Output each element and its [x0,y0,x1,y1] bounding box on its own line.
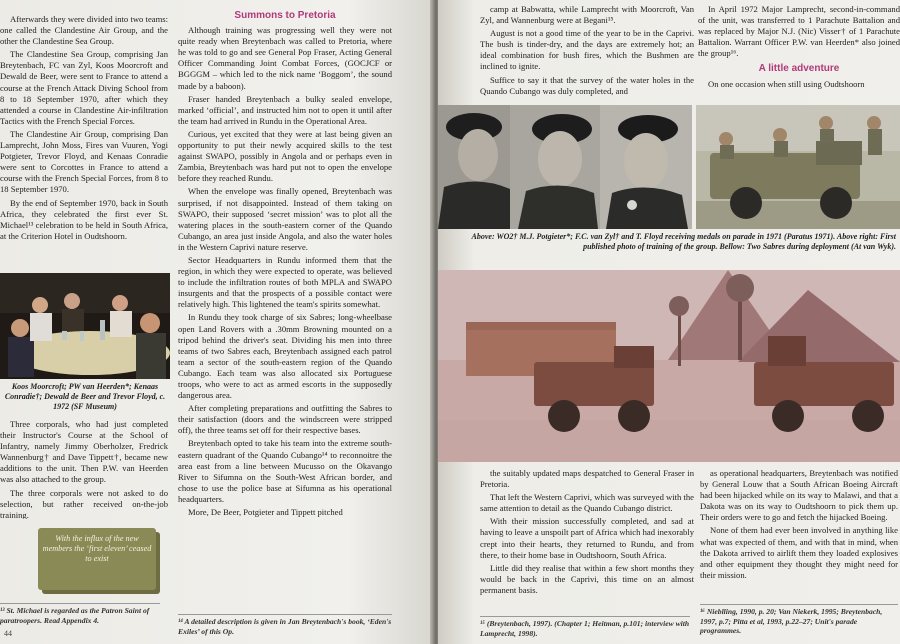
footnote-right-col2: ¹⁶ Nieblling, 1990, p. 20; Van Niekerk, 1995; Breytenbach, 1997, p.7; Pitta et al, 1993, p.22–27; Unit's parade programmes. [700,604,898,636]
paragraph: Three corporals, who had just completed their Instructor's Course at the School of Infantry, namely Jimmy Oberholzer, Fredrick Wannenburg† and Dave Tippett†, became new additions to the unit. Then P.W. van Heerden was also attached to the group. [0,419,168,485]
paragraph: Little did they realise that within a few short months they would be back in the Caprivi, this time on an almost permanent basis. [480,562,694,595]
paragraph: the suitably updated maps despatched to General Fraser in Pretoria. [480,468,694,490]
paragraph: The Clandestine Air Group, comprising Dan Lamprecht, John Moss, Fires van Vuuren, Yogi Potgieter, Trevor Floyd, and Kenaas Conradie were sent to Corcottes in France to attend a course with the French Special Forces, from 8 to 18 September 1970. [0,128,168,195]
photos-caption: Above: WO2† M.J. Potgieter*; F.C. van Zyl† and T. Floyd receiving medals on parade in 1971 (Paratus 1971). Above right: First published photo of training of the group. Bellow: Two Sabres during deployment (At van Wyk). [471,232,896,251]
paragraph: Curious, yet excited that they were at last being given an opportunity to put their newly acquired skills to the test against SWAPO, possibly in Angola and or perhaps even in Zambia, Breytenbach was hard put not to open the envelope before they reached Rundu. [178,128,392,184]
paragraph: That left the Western Caprivi, which was surveyed with the same attention to detail as the Quando Cubango district. [480,492,694,514]
paragraph: By the end of September 1970, back in South Africa, they celebrated the first ever St. Michael¹³ celebration to be held in South Africa, at the Criterion Hotel in Oudtshoorn. [0,197,168,241]
paragraph: More, De Beer, Potgieter and Tippett pitched [188,507,343,518]
paragraph: After completing preparations and outfitting the Sabres to their satisfaction (doors and the windscreen were stripped off), the three teams set off for their respective bases. [178,403,392,436]
paragraph: Breytenbach opted to take his team into the extreme south-eastern quadrant of the Quando Cubango¹⁴ to reconnoitre the area east from a line between Mucusso on the Okavango River to Sifumna on the South-West African border, and chose to use the police base at Sifumna as his operational headquarters. [178,438,392,504]
pull-quote-callout: With the influx of the new members the ‘first eleven’ ceased to exist [38,528,156,590]
sabres-photo [438,270,900,462]
paragraph: as operational headquarters, Breytenbach was notified by General Louw that a South African Boeing Aircraft had been hijacked while on its way to Malawi, and that a Dakota was on its way to Oudtshoorn to pick them up. Their orders were to go and fetch the hijacked Boeing. [700,468,898,523]
left-col1-bottom [0,419,168,519]
left-col2 [178,10,392,610]
paragraph: August is not a good time of the year to be in the Caprivi. The bush is tinder-dry, and the days are extremely hot; an ideal combination for bush fires, which the Bushmen are inclined to ignite. [480,28,694,72]
right-col2-top [698,4,900,104]
paragraph: Afterwards they were divided into two teams: one called the Clandestine Air Group, and the other the Clandestine Sea Group. [0,14,168,47]
section-heading: A little adventure [758,63,840,75]
footnote-left: ¹³ St. Michael is regarded as the Patron Saint of paratroopers. Read Appendix 4. [0,603,160,625]
paragraph: In Rundu they took charge of six Sabres; long-wheelbase open Land Rovers with a .30mm Browning mounted on a tripod behind the driver's seat. Dividing his men into three teams of two Sabres each, Breytenbach assigned each patrol team a sector of the south-eastern region of the Quando Cubango. Each team was also allocated six Portuguese troops, who were to act as armed escorts in the supposedly dangerous area. [178,312,392,401]
training-photo [696,105,900,229]
right-col2-bottom [700,468,898,608]
paragraph: camp at Babwatta, while Lamprecht with Moorcroft, Van Zyl, and Wannenburg were at Begani¹⁵. [480,4,694,26]
paragraph: In April 1972 Major Lamprecht, second-in-command of the unit, was transferred to 1 Parachute Battalion and was replaced by Major N.J. (Nic) Visser† of 1 Parachute Battalion. Warrant Officer P.W. van Heerden* also joined the group¹⁶. [698,4,900,59]
section-heading: Summons to Pretoria [234,10,336,21]
right-col1-top [480,4,694,104]
paragraph: Suffice to say it that the survey of the water holes in the Quando Cubango was duly completed, and [480,74,694,96]
dinner-photo-caption: Koos Moorcroft; PW van Heerden*; Kenaas Conradie†; Dewald de Beer and Trevor Floyd, c. 1972 (SF Museum) [4,382,166,411]
paragraph: Although training was progressing well they were not quite ready when Breytenbach was called to Pretoria, where he was told to go and see General Pop Fraser, Acting General Officer Commanding Joint Combat Forces, (GOCJCF or BGGGM – which led to the nick name ‘Boggom’, the sound made by a baboon). [178,25,392,91]
paragraph: When the envelope was finally opened, Breytenbach was surprised, if not disappointed. Instead of them taking on SWAPO, their supposed ‘secret mission’ was to plot all the watering places in the south-eastern corner of the Quando Cubango, an area just inside Angola, and also the water holes in the Western Caprivi nature reserve. [178,186,392,252]
dinner-photo [0,273,170,379]
paragraph: The three corporals were not asked to do selection, but rather received on-the-job training. [0,487,168,519]
paragraph: Sector Headquarters in Rundu informed them that the region, in which they were expected to operate, was believed to include the infiltration routes of both MPLA and SWAPO insurgents and that the prospects of a possible contact were relatively high. This lightened the team's spirits somewhat. [178,254,392,310]
paragraph: None of them had ever been involved in anything like what was expected of them, and with that in mind, when the Dakota arrived to airlift them they loaded explosives and other equipment they thought they might need for their mission. [700,525,898,580]
left-col1-top [0,14,168,269]
footnote-right-col1: ¹⁵ (Breytenbach, 1997). (Chapter 1; Heitman, p.101; interview with Lamprecht, 1998). [480,616,690,638]
left-page [0,0,434,644]
right-col1-bottom [480,468,694,608]
paragraph: The Clandestine Sea Group, comprising Jan Breytenbach, FC van Zyl, Koos Moorcroft and Dewald de Beer, were sent to France to attend a course at the French Attack Diving School from 8 to 18 September 1970, after which they attended a course in Clandestine Air-infiltration Tactics with the French Special Forces. [0,49,168,126]
page-number: 44 [4,629,12,638]
paragraph: With their mission successfully completed, and sad at having to leave a unspoilt part of Africa which had inexorably crept into their hearts, they returned to Rundu, and from there, to their home base in Oudtshoorn, South Africa. [480,516,694,560]
officers-photo [438,105,692,229]
paragraph: On one occasion when still using Oudtshoorn [708,78,865,89]
paragraph: Fraser handed Breytenbach a bulky sealed envelope, marked ‘official’, and instructed him not to open it until after the team had arrived in Rundu in the Operational Area. [178,93,392,126]
right-page [438,0,900,644]
footnote-col2: ¹⁴ A detailed description is given in Jan Breytenbach's book, ‘Eden's Exiles’ of this Op. [178,614,392,636]
